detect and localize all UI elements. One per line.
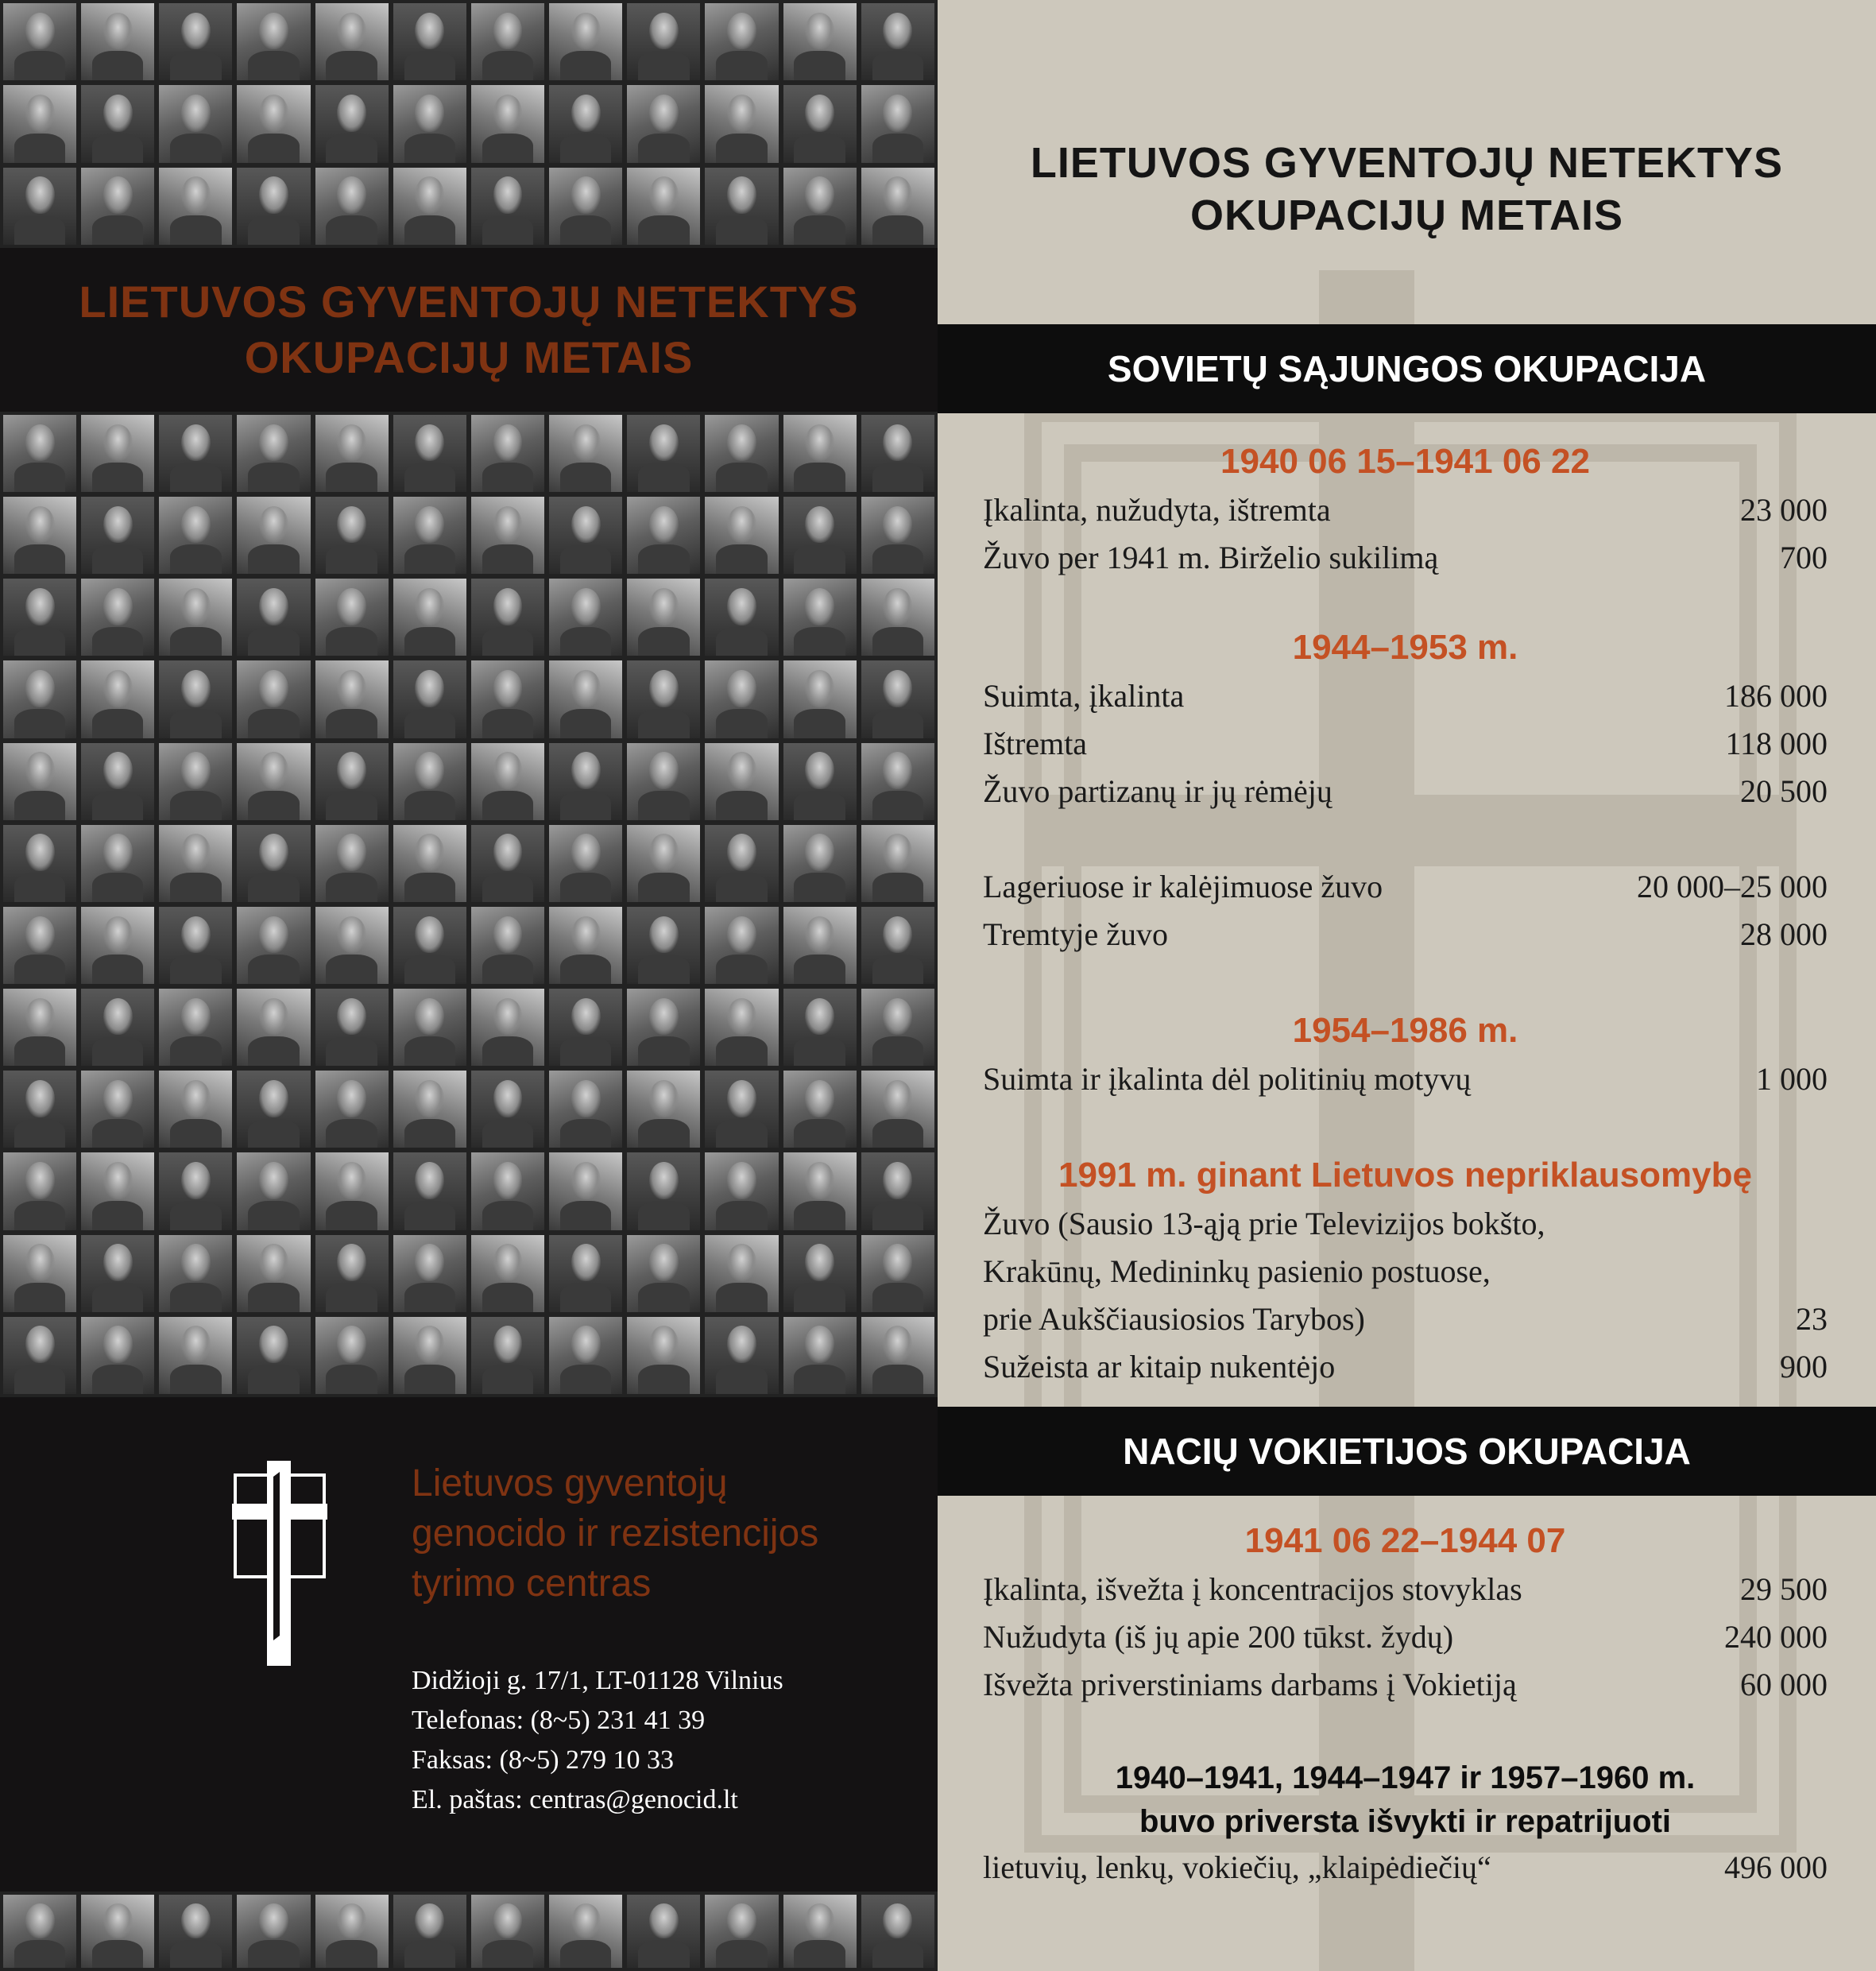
contacts-block <box>412 1661 783 1820</box>
period-heading: 1991 m. ginant Lietuvos nepriklausomybę <box>1058 1156 1752 1195</box>
portrait-photo <box>783 743 857 820</box>
portrait-photo <box>705 907 778 984</box>
contact-fax: Faksas: (8~5) 279 10 33 <box>412 1745 675 1775</box>
portrait-photo <box>393 579 466 656</box>
portrait-photo <box>783 660 857 738</box>
portrait-photo <box>393 1895 466 1968</box>
portrait-photo <box>705 85 778 162</box>
stat-value: 496 000 <box>1724 1849 1828 1885</box>
portrait-photo <box>315 579 389 656</box>
right-title <box>938 137 1876 242</box>
stat-label: Žuvo (Sausio 13-ąją prie Televizijos bokšto, <box>983 1206 1545 1241</box>
portrait-photo <box>705 989 778 1066</box>
portrait-photo <box>783 989 857 1066</box>
portrait-photo <box>627 85 700 162</box>
portrait-photo <box>237 497 310 574</box>
portrait-photo <box>159 1071 232 1148</box>
portrait-photo <box>861 989 934 1066</box>
portrait-photo <box>861 1895 934 1968</box>
portrait-photo <box>81 660 154 738</box>
portrait-photo <box>237 85 310 162</box>
portrait-photo <box>783 1235 857 1312</box>
portrait-photo <box>81 1152 154 1229</box>
stat-label: Žuvo partizanų ir jų rėmėjų <box>983 773 1333 809</box>
stat-label: Sužeista ar kitaip nukentėjo <box>983 1349 1336 1384</box>
portrait-photo <box>237 825 310 902</box>
period-heading: 1940 06 15–1941 06 22 <box>1220 442 1590 481</box>
portrait-photo <box>81 1317 154 1394</box>
stat-label: Įkalinta, nužudyta, ištremta <box>983 492 1331 528</box>
portrait-photo <box>471 168 544 245</box>
photo-mosaic-main <box>0 412 938 1397</box>
portrait-photo <box>3 1317 76 1394</box>
portrait-photo <box>3 1071 76 1148</box>
right-panel <box>938 0 1876 1971</box>
stat-row <box>983 1844 1828 1892</box>
portrait-photo <box>393 1071 466 1148</box>
period-heading: 1944–1953 m. <box>1292 628 1518 667</box>
portrait-photo <box>3 1895 76 1968</box>
stat-value: 1 000 <box>1756 1061 1828 1097</box>
portrait-photo <box>3 168 76 245</box>
stat-label: Ištremta <box>983 726 1088 761</box>
portrait-photo <box>237 1895 310 1968</box>
portrait-photo <box>471 1152 544 1229</box>
portrait-photo <box>315 1895 389 1968</box>
nazi-occupation-content <box>983 1516 1828 1892</box>
portrait-photo <box>549 1895 622 1968</box>
portrait-photo <box>471 1317 544 1394</box>
portrait-photo <box>783 825 857 902</box>
stat-value: 186 000 <box>1724 678 1828 714</box>
stat-label: Suimta, įkalinta <box>983 678 1185 714</box>
organization-name-line2: genocido ir rezistencijos <box>412 1512 819 1555</box>
portrait-photo <box>549 743 622 820</box>
soviet-occupation-band: SOVIETŲ SĄJUNGOS OKUPACIJA <box>938 324 1876 413</box>
portrait-photo <box>627 497 700 574</box>
stat-value: 29 500 <box>1740 1571 1828 1607</box>
stat-row <box>983 486 1828 534</box>
stat-row <box>983 1200 1828 1248</box>
period-heading: 1954–1986 m. <box>1292 1011 1518 1050</box>
portrait-photo <box>315 1317 389 1394</box>
portrait-photo <box>861 85 934 162</box>
portrait-photo <box>783 1152 857 1229</box>
portrait-photo <box>705 1895 778 1968</box>
portrait-photo <box>3 743 76 820</box>
stat-row <box>983 720 1828 768</box>
portrait-photo <box>627 579 700 656</box>
portrait-photo <box>237 660 310 738</box>
portrait-photo <box>861 1235 934 1312</box>
portrait-photo <box>315 743 389 820</box>
portrait-photo <box>705 1317 778 1394</box>
portrait-photo <box>393 168 466 245</box>
right-title-line2: OKUPACIJŲ METAIS <box>1189 192 1624 239</box>
portrait-photo <box>237 989 310 1066</box>
photo-mosaic-top <box>0 0 938 248</box>
portrait-photo <box>159 743 232 820</box>
portrait-photo <box>705 579 778 656</box>
portrait-photo <box>471 907 544 984</box>
portrait-photo <box>315 168 389 245</box>
organization-name-line1: Lietuvos gyventojų <box>412 1462 728 1504</box>
cross-logo-icon <box>232 1461 327 1666</box>
portrait-photo <box>705 415 778 492</box>
portrait-photo <box>861 1071 934 1148</box>
contact-address: Didžioji g. 17/1, LT-01128 Vilnius <box>412 1666 783 1695</box>
portrait-photo <box>861 1152 934 1229</box>
portrait-photo <box>627 907 700 984</box>
portrait-photo <box>783 3 857 80</box>
portrait-photo <box>237 1317 310 1394</box>
portrait-photo <box>549 825 622 902</box>
contact-phone: Telefonas: (8~5) 231 41 39 <box>412 1706 706 1735</box>
portrait-photo <box>393 85 466 162</box>
portrait-photo <box>393 1235 466 1312</box>
stat-label: Nužudyta (iš jų apie 200 tūkst. žydų) <box>983 1619 1454 1655</box>
portrait-photo <box>783 1071 857 1148</box>
portrait-photo <box>783 579 857 656</box>
stat-row <box>983 1661 1828 1709</box>
portrait-photo <box>549 415 622 492</box>
portrait-photo <box>549 989 622 1066</box>
portrait-photo <box>159 1317 232 1394</box>
stat-value: 900 <box>1780 1349 1828 1384</box>
portrait-photo <box>315 415 389 492</box>
portrait-photo <box>783 1895 857 1968</box>
portrait-photo <box>549 1071 622 1148</box>
stat-label: Lageriuose ir kalėjimuose žuvo <box>983 869 1383 904</box>
stat-label: prie Aukščiausiosios Tarybos) <box>983 1301 1365 1337</box>
portrait-photo <box>393 3 466 80</box>
portrait-photo <box>861 660 934 738</box>
portrait-photo <box>3 3 76 80</box>
stat-value: 28 000 <box>1740 916 1828 952</box>
portrait-photo <box>81 825 154 902</box>
portrait-photo <box>81 907 154 984</box>
stat-label: lietuvių, lenkų, vokiečių, „klaipėdiečių“ <box>983 1849 1491 1885</box>
portrait-photo <box>471 497 544 574</box>
nazi-occupation-band: NACIŲ VOKIETIJOS OKUPACIJA <box>938 1407 1876 1496</box>
stat-value: 118 000 <box>1725 726 1828 761</box>
portrait-photo <box>159 497 232 574</box>
contact-email: El. paštas: centras@genocid.lt <box>412 1785 738 1814</box>
stat-label: Išvežta priverstiniams darbams į Vokietiją <box>983 1667 1517 1702</box>
portrait-photo <box>393 415 466 492</box>
portrait-photo <box>237 168 310 245</box>
portrait-photo <box>81 989 154 1066</box>
portrait-photo <box>237 415 310 492</box>
portrait-photo <box>81 85 154 162</box>
portrait-photo <box>393 825 466 902</box>
portrait-photo <box>627 1235 700 1312</box>
portrait-photo <box>861 743 934 820</box>
portrait-photo <box>861 907 934 984</box>
stat-value: 240 000 <box>1724 1619 1828 1655</box>
portrait-photo <box>627 660 700 738</box>
left-title-line1: LIETUVOS GYVENTOJŲ NETEKTYS <box>79 277 859 327</box>
portrait-photo <box>81 1895 154 1968</box>
portrait-photo <box>159 415 232 492</box>
portrait-photo <box>159 168 232 245</box>
portrait-photo <box>783 907 857 984</box>
portrait-photo <box>705 168 778 245</box>
portrait-photo <box>81 1235 154 1312</box>
portrait-photo <box>81 497 154 574</box>
portrait-photo <box>315 989 389 1066</box>
portrait-photo <box>471 3 544 80</box>
portrait-photo <box>393 1317 466 1394</box>
portrait-photo <box>705 1235 778 1312</box>
portrait-photo <box>783 85 857 162</box>
portrait-photo <box>471 989 544 1066</box>
portrait-photo <box>159 85 232 162</box>
stat-row <box>983 1343 1828 1391</box>
left-title-line2: OKUPACIJŲ METAIS <box>244 332 694 382</box>
stat-value: 60 000 <box>1740 1667 1828 1702</box>
portrait-photo <box>549 497 622 574</box>
portrait-photo <box>549 168 622 245</box>
stat-row <box>983 863 1828 911</box>
portrait-photo <box>783 1317 857 1394</box>
organization-name <box>412 1458 904 1609</box>
stat-row <box>983 1295 1828 1343</box>
stat-label: Įkalinta, išvežta į koncentracijos stovyklas <box>983 1571 1522 1607</box>
stat-value: 23 <box>1796 1301 1828 1337</box>
photo-mosaic-bottom <box>0 1892 938 1971</box>
portrait-photo <box>315 3 389 80</box>
portrait-photo <box>705 825 778 902</box>
portrait-photo <box>471 415 544 492</box>
repatriation-heading-line2: buvo priversta išvykti ir repatrijuoti <box>1139 1804 1672 1839</box>
portrait-photo <box>783 415 857 492</box>
stat-row <box>983 672 1828 720</box>
stat-row <box>983 534 1828 582</box>
stat-value: 700 <box>1780 540 1828 575</box>
portrait-photo <box>627 1895 700 1968</box>
stat-row <box>983 768 1828 815</box>
portrait-photo <box>81 168 154 245</box>
portrait-photo <box>627 3 700 80</box>
portrait-photo <box>81 415 154 492</box>
portrait-photo <box>159 1235 232 1312</box>
portrait-photo <box>159 989 232 1066</box>
portrait-photo <box>627 415 700 492</box>
portrait-photo <box>3 579 76 656</box>
portrait-photo <box>705 3 778 80</box>
portrait-photo <box>237 1071 310 1148</box>
portrait-photo <box>159 907 232 984</box>
portrait-photo <box>549 1317 622 1394</box>
portrait-photo <box>783 497 857 574</box>
portrait-photo <box>705 660 778 738</box>
portrait-photo <box>237 743 310 820</box>
repatriation-heading-line1: 1940–1941, 1944–1947 ir 1957–1960 m. <box>1115 1760 1696 1795</box>
portrait-photo <box>159 579 232 656</box>
portrait-photo <box>471 1895 544 1968</box>
portrait-photo <box>549 907 622 984</box>
portrait-photo <box>549 579 622 656</box>
portrait-photo <box>3 825 76 902</box>
stat-row <box>983 911 1828 958</box>
portrait-photo <box>159 3 232 80</box>
portrait-photo <box>627 825 700 902</box>
portrait-photo <box>549 660 622 738</box>
portrait-photo <box>159 660 232 738</box>
stat-label: Tremtyje žuvo <box>983 916 1168 952</box>
stat-row <box>983 1055 1828 1103</box>
portrait-photo <box>3 1152 76 1229</box>
portrait-photo <box>315 85 389 162</box>
portrait-photo <box>237 1235 310 1312</box>
portrait-photo <box>549 1152 622 1229</box>
portrait-photo <box>549 85 622 162</box>
portrait-photo <box>315 497 389 574</box>
portrait-photo <box>159 1152 232 1229</box>
stat-value: 20 000–25 000 <box>1637 869 1828 904</box>
portrait-photo <box>861 3 934 80</box>
portrait-photo <box>3 660 76 738</box>
portrait-photo <box>861 1317 934 1394</box>
portrait-photo <box>627 1071 700 1148</box>
organization-name-line3: tyrimo centras <box>412 1562 652 1605</box>
portrait-photo <box>81 3 154 80</box>
portrait-photo <box>159 825 232 902</box>
portrait-photo <box>3 85 76 162</box>
portrait-photo <box>861 497 934 574</box>
portrait-photo <box>393 989 466 1066</box>
portrait-photo <box>81 1071 154 1148</box>
soviet-occupation-content <box>983 437 1828 1391</box>
stat-row <box>983 1613 1828 1661</box>
portrait-photo <box>315 1071 389 1148</box>
portrait-photo <box>705 743 778 820</box>
portrait-photo <box>471 743 544 820</box>
stat-label: Suimta ir įkalinta dėl politinių motyvų <box>983 1061 1472 1097</box>
portrait-photo <box>315 1152 389 1229</box>
portrait-photo <box>861 825 934 902</box>
stat-row <box>983 1248 1828 1295</box>
portrait-photo <box>861 168 934 245</box>
portrait-photo <box>861 415 934 492</box>
stat-row <box>983 1566 1828 1613</box>
portrait-photo <box>3 497 76 574</box>
portrait-photo <box>705 1152 778 1229</box>
portrait-photo <box>393 743 466 820</box>
portrait-photo <box>705 497 778 574</box>
left-title <box>0 274 938 385</box>
stat-value: 20 500 <box>1740 773 1828 809</box>
portrait-photo <box>627 1152 700 1229</box>
portrait-photo <box>471 1071 544 1148</box>
repatriation-heading <box>983 1756 1828 1844</box>
portrait-photo <box>549 3 622 80</box>
portrait-photo <box>393 660 466 738</box>
stat-label: Žuvo per 1941 m. Birželio sukilimą <box>983 540 1439 575</box>
portrait-photo <box>3 1235 76 1312</box>
portrait-photo <box>549 1235 622 1312</box>
portrait-photo <box>237 907 310 984</box>
portrait-photo <box>3 989 76 1066</box>
portrait-photo <box>315 1235 389 1312</box>
portrait-photo <box>315 825 389 902</box>
portrait-photo <box>159 1895 232 1968</box>
portrait-photo <box>471 825 544 902</box>
portrait-photo <box>315 660 389 738</box>
portrait-photo <box>471 85 544 162</box>
portrait-photo <box>315 907 389 984</box>
portrait-photo <box>705 1071 778 1148</box>
portrait-photo <box>627 168 700 245</box>
portrait-photo <box>627 989 700 1066</box>
portrait-photo <box>237 1152 310 1229</box>
portrait-photo <box>471 579 544 656</box>
portrait-photo <box>393 907 466 984</box>
portrait-photo <box>237 579 310 656</box>
portrait-photo <box>237 3 310 80</box>
portrait-photo <box>783 168 857 245</box>
portrait-photo <box>861 579 934 656</box>
portrait-photo <box>627 1317 700 1394</box>
right-title-line1: LIETUVOS GYVENTOJŲ NETEKTYS <box>1030 139 1784 187</box>
portrait-photo <box>393 1152 466 1229</box>
stat-value: 23 000 <box>1740 492 1828 528</box>
period-heading: 1941 06 22–1944 07 <box>1244 1521 1566 1560</box>
portrait-photo <box>471 660 544 738</box>
portrait-photo <box>3 415 76 492</box>
portrait-photo <box>81 579 154 656</box>
portrait-photo <box>471 1235 544 1312</box>
portrait-photo <box>81 743 154 820</box>
portrait-photo <box>627 743 700 820</box>
portrait-photo <box>3 907 76 984</box>
stat-label: Krakūnų, Medininkų pasienio postuose, <box>983 1253 1491 1289</box>
portrait-photo <box>393 497 466 574</box>
